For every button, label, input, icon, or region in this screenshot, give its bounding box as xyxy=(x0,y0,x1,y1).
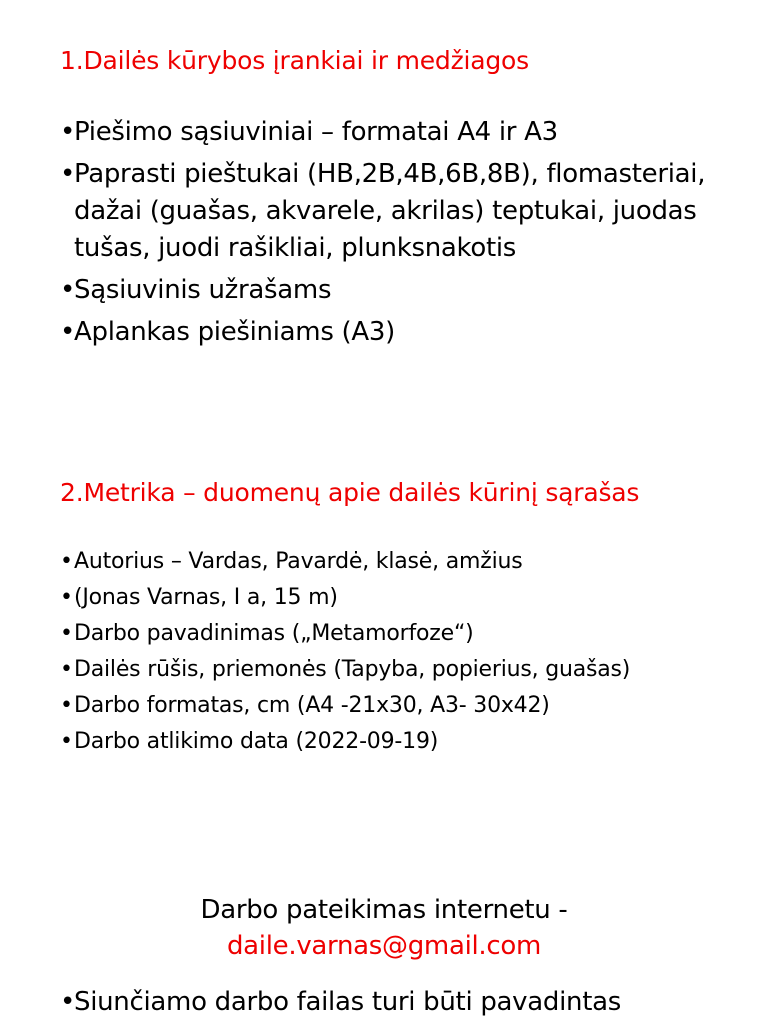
section-heading-tools-materials: 1.Dailės kūrybos įrankiai ir medžiagos xyxy=(60,46,529,75)
section-heading-metrics: 2.Metrika – duomenų apie dailės kūrinį sąrašas xyxy=(60,478,640,507)
bullet-icon: • xyxy=(60,549,73,574)
list-item-text: Paprasti pieštukai (HB,2B,4B,6B,8B), flomasteriai, dažai (guašas, akvarele, akrilas) teptukai, juodas tušas, juodi rašikliai, plunksnakotis xyxy=(74,159,706,263)
bullet-icon: • xyxy=(60,621,73,646)
submission-email-link[interactable]: daile.varnas@gmail.com xyxy=(226,931,542,961)
bullet-icon: • xyxy=(60,117,76,147)
bullet-icon: • xyxy=(60,159,76,189)
tools-materials-list xyxy=(60,114,730,356)
list-item xyxy=(60,114,730,151)
list-item xyxy=(60,654,700,686)
metrics-list xyxy=(60,546,700,762)
list-item-text: Darbo pavadinimas („Metamorfoze“) xyxy=(74,621,474,646)
list-item-text: Dailės rūšis, priemonės (Tapyba, popierius, guašas) xyxy=(74,657,631,682)
bullet-icon: • xyxy=(60,729,73,754)
bullet-icon: • xyxy=(60,987,76,1017)
list-item xyxy=(60,726,700,758)
list-item-text: Darbo formatas, cm (A4 -21x30, A3- 30x42) xyxy=(74,693,550,718)
bullet-icon: • xyxy=(60,693,73,718)
list-item xyxy=(60,984,760,1021)
bullet-icon: • xyxy=(60,275,76,305)
submission-info xyxy=(0,892,768,964)
file-naming-list xyxy=(60,984,760,1026)
list-item xyxy=(60,156,730,267)
bullet-icon: • xyxy=(60,657,73,682)
submission-text: Darbo pateikimas internetu - xyxy=(200,895,568,925)
list-item-text: Piešimo sąsiuviniai – formatai A4 ir A3 xyxy=(74,117,558,147)
bullet-icon: • xyxy=(60,585,73,610)
list-item-text: Siunčiamo darbo failas turi būti pavadintas xyxy=(74,987,621,1017)
list-item-text: Autorius – Vardas, Pavardė, klasė, amžius xyxy=(74,549,523,574)
list-item xyxy=(60,618,700,650)
list-item-text: Sąsiuvinis užrašams xyxy=(74,275,332,305)
list-item-text: Darbo atlikimo data (2022-09-19) xyxy=(74,729,439,754)
list-item-text: Aplankas piešiniams (A3) xyxy=(74,317,395,347)
list-item xyxy=(60,582,700,614)
list-item xyxy=(60,314,730,351)
list-item-text: (Jonas Varnas, I a, 15 m) xyxy=(74,585,338,610)
list-item xyxy=(60,546,700,578)
bullet-icon: • xyxy=(60,317,76,347)
list-item xyxy=(60,690,700,722)
list-item xyxy=(60,272,730,309)
